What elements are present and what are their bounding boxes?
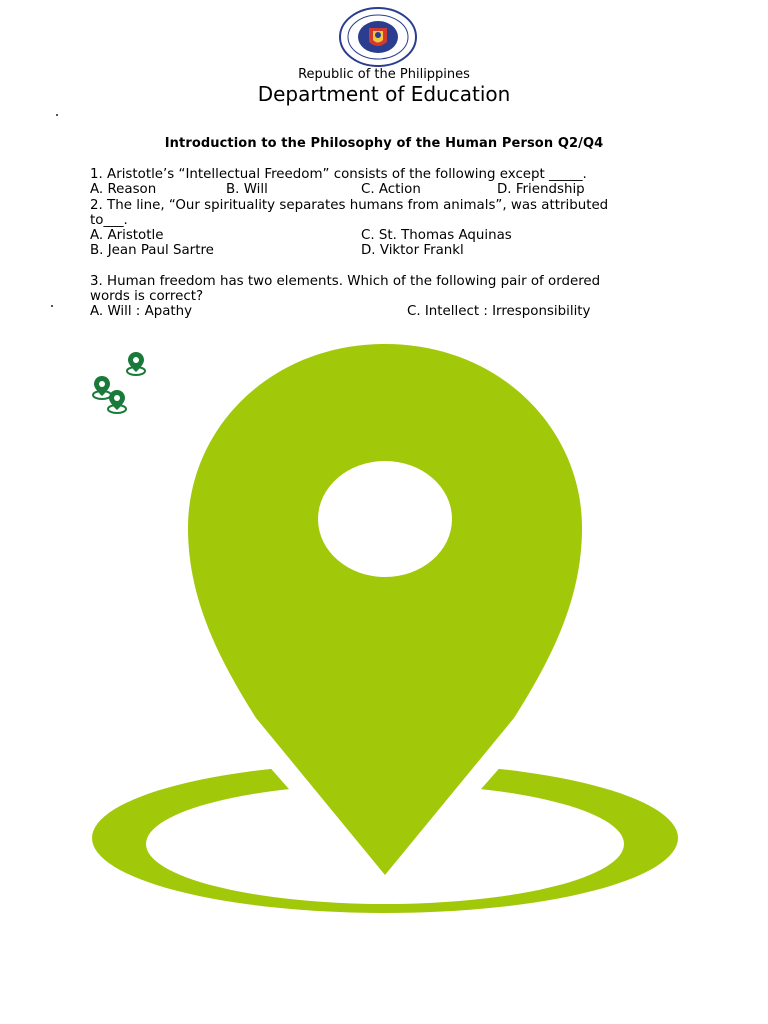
location-pin-icon: [86, 338, 684, 918]
q1-option-c: C. Action: [361, 182, 421, 197]
stray-dot: [56, 114, 58, 116]
department-heading: Department of Education: [257, 82, 511, 106]
question-2-line-1: 2. The line, “Our spirituality separates humans from animals”, was attributed: [90, 198, 609, 213]
q1-option-d: D. Friendship: [497, 182, 585, 197]
q2-option-b: B. Jean Paul Sartre: [90, 243, 214, 258]
q1-option-b: B. Will: [226, 182, 268, 197]
republic-heading: Republic of the Philippines: [298, 67, 470, 82]
question-1: 1. Aristotle’s “Intellectual Freedom” consists of the following except _____.: [90, 167, 587, 182]
q2-option-c: C. St. Thomas Aquinas: [361, 228, 512, 243]
deped-seal-icon: [337, 6, 419, 68]
q1-option-a: A. Reason: [90, 182, 157, 197]
question-3-line-2: words is correct?: [90, 289, 204, 304]
q2-option-a: A. Aristotle: [90, 228, 164, 243]
q3-option-c: C. Intellect : Irresponsibility: [407, 304, 591, 319]
stray-dot: [51, 305, 53, 307]
question-3-line-1: 3. Human freedom has two elements. Which of the following pair of ordered: [90, 274, 601, 289]
q2-option-d: D. Viktor Frankl: [361, 243, 464, 258]
question-2-line-2: to___.: [90, 213, 128, 228]
q3-option-a: A. Will : Apathy: [90, 304, 193, 319]
worksheet-title: Introduction to the Philosophy of the Human Person Q2/Q4: [164, 136, 604, 151]
